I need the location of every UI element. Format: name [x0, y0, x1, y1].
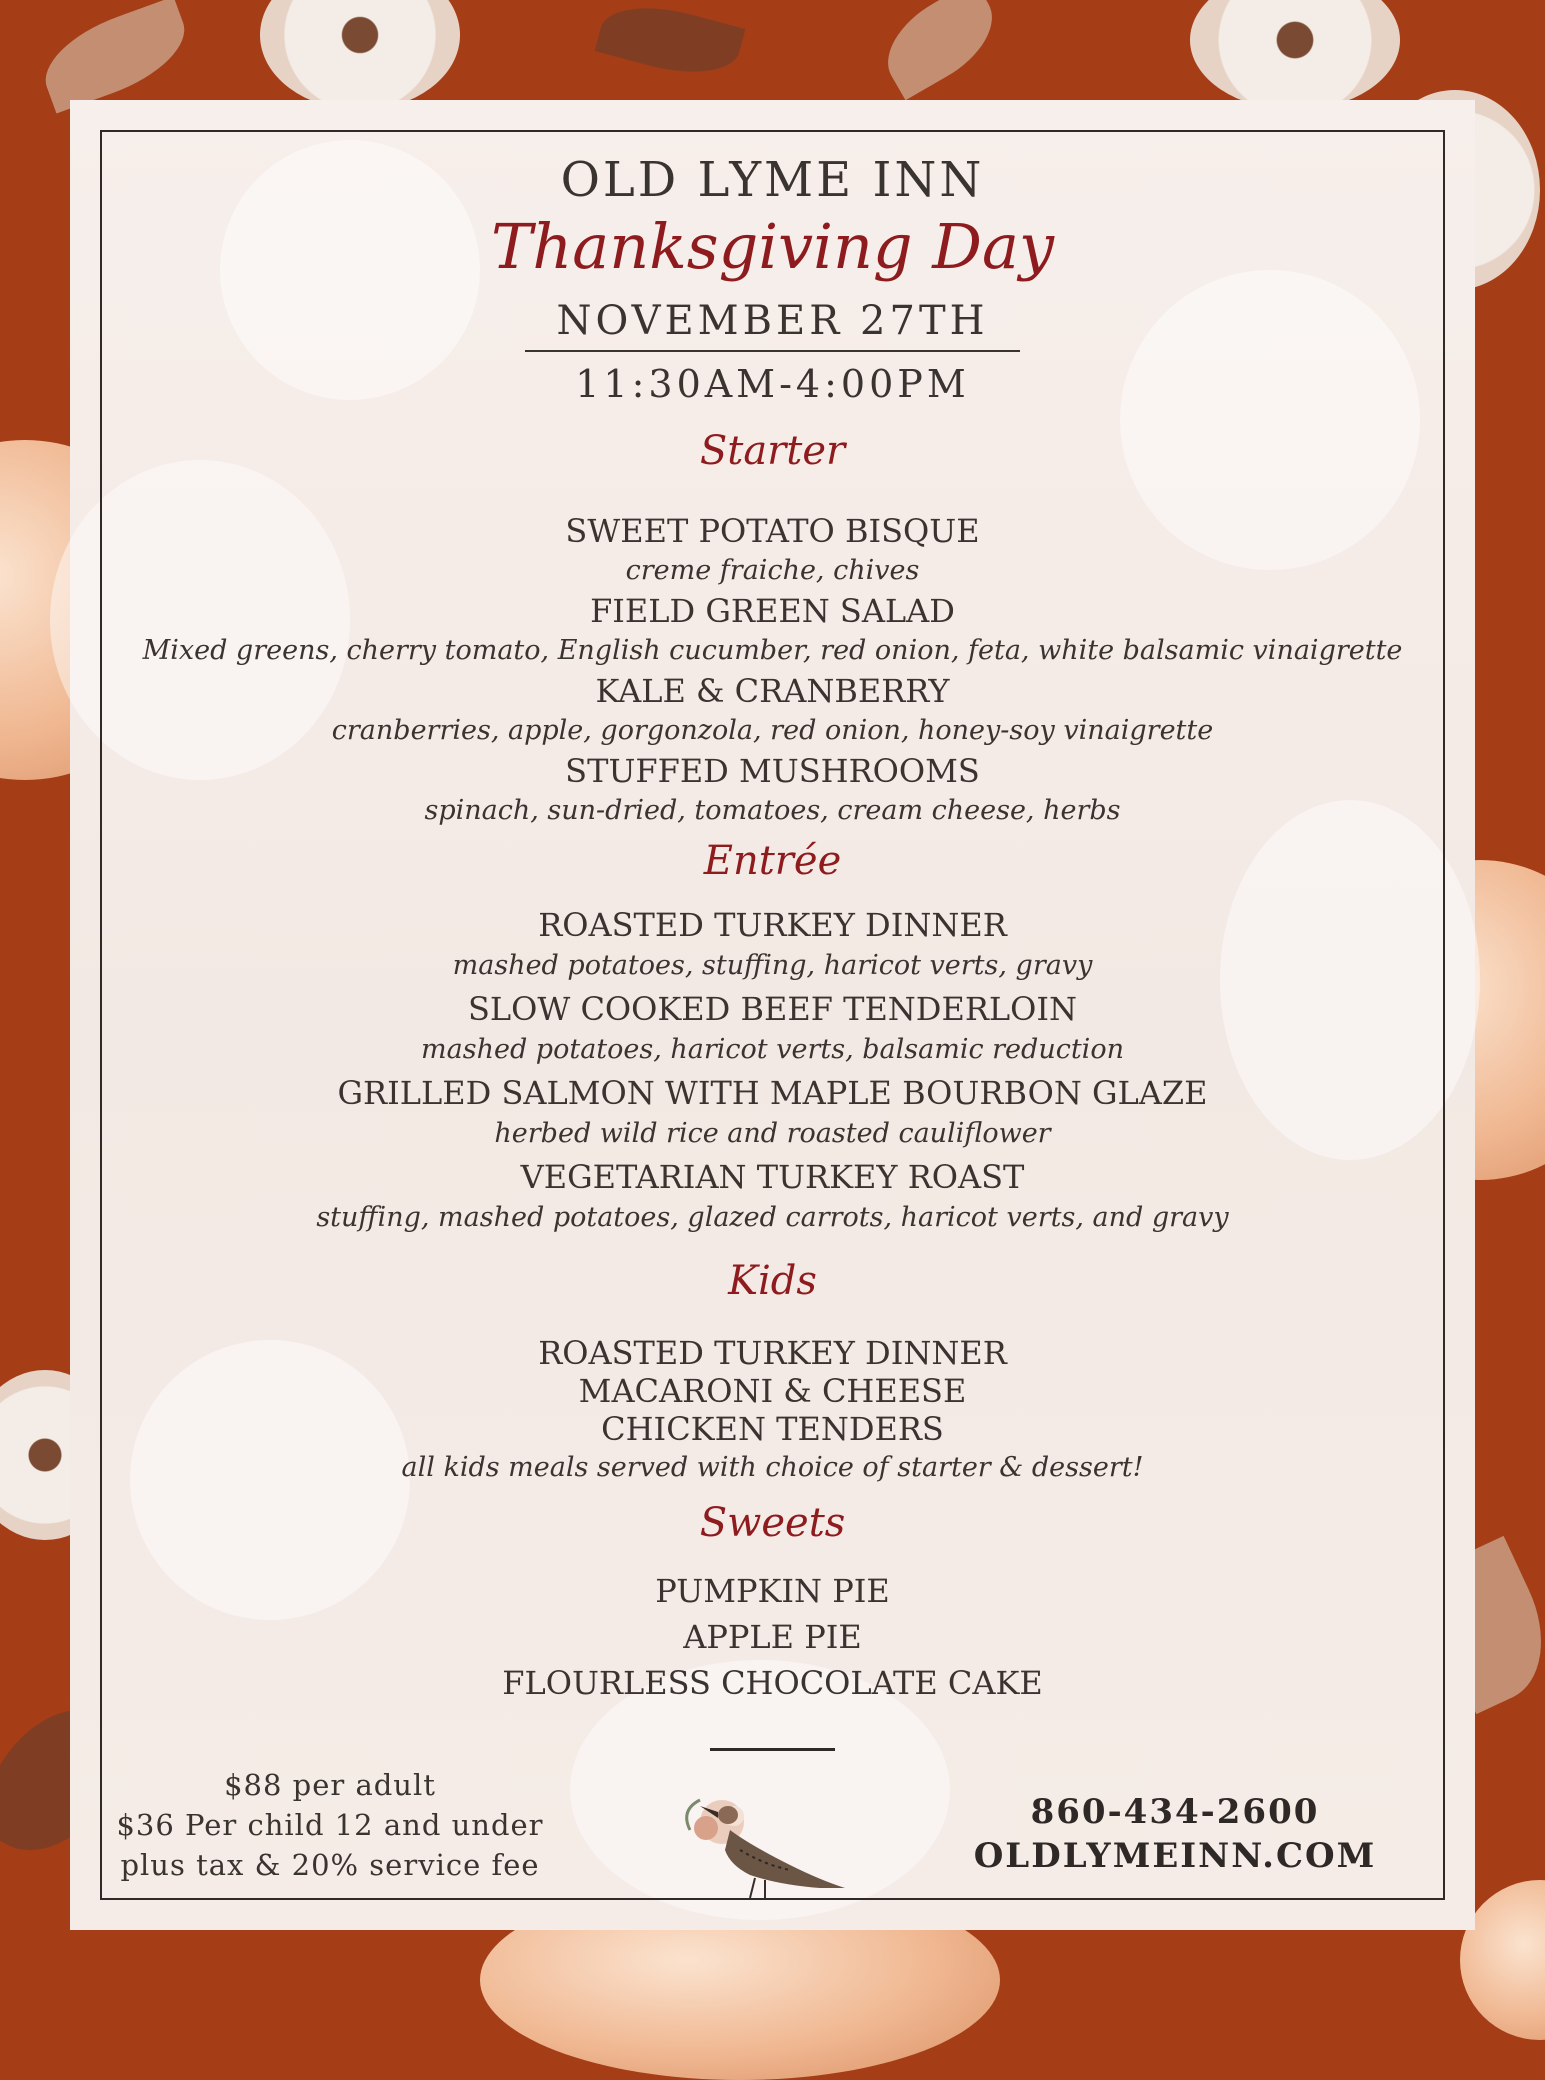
menu-item: GRILLED SALMON WITH MAPLE BOURBON GLAZE: [337, 1074, 1208, 1112]
menu-item-description: stuffing, mashed potatoes, glazed carrots, haricot verts, and gravy: [316, 1202, 1229, 1233]
menu-item-description: herbed wild rice and roasted cauliflower: [494, 1118, 1051, 1149]
kids-note: all kids meals served with choice of starter & dessert!: [401, 1452, 1144, 1483]
section-title-starter: Starter: [699, 428, 846, 474]
flower-decoration: [1190, 0, 1400, 110]
flicker-bird-icon: [670, 1770, 870, 1910]
event-date: NOVEMBER 27TH: [525, 298, 1020, 352]
menu-item-description: spinach, sun-dried, tomatoes, cream cheese, herbs: [424, 795, 1121, 826]
menu-item: MACARONI & CHEESE: [578, 1372, 967, 1410]
menu-item: KALE & CRANBERRY: [595, 672, 950, 710]
section-title-sweets: Sweets: [699, 1500, 846, 1546]
section-title-entree: Entrée: [703, 838, 842, 884]
phone-number[interactable]: 860-434-2600: [1030, 1792, 1320, 1832]
menu-item-description: mashed potatoes, stuffing, haricot verts, gravy: [452, 950, 1093, 981]
price-fees: plus tax & 20% service fee: [120, 1848, 540, 1882]
website-link[interactable]: OLDLYMEINN.COM: [973, 1836, 1377, 1876]
menu-item: ROASTED TURKEY DINNER: [538, 1334, 1007, 1372]
menu-item: FLOURLESS CHOCOLATE CAKE: [502, 1664, 1043, 1702]
leaf-decoration: [871, 0, 1010, 100]
menu-item-description: creme fraiche, chives: [625, 555, 920, 586]
divider: [710, 1748, 835, 1751]
price-child: $36 Per child 12 and under: [116, 1808, 544, 1842]
menu-item-description: Mixed greens, cherry tomato, English cucumber, red onion, feta, white balsamic vinaigrette: [142, 635, 1403, 666]
occasion-title: Thanksgiving Day: [491, 210, 1054, 283]
leaf-decoration: [595, 0, 746, 87]
menu-item: PUMPKIN PIE: [655, 1572, 890, 1610]
inn-name: OLD LYME INN: [560, 152, 985, 208]
menu-card: [70, 100, 1475, 1930]
menu-item-description: mashed potatoes, haricot verts, balsamic reduction: [421, 1034, 1124, 1065]
price-adult: $88 per adult: [224, 1768, 436, 1802]
leaf-decoration: [33, 0, 198, 114]
menu-item: SWEET POTATO BISQUE: [565, 512, 980, 550]
menu-item: CHICKEN TENDERS: [601, 1410, 944, 1448]
menu-item: SLOW COOKED BEEF TENDERLOIN: [467, 990, 1078, 1028]
menu-item: APPLE PIE: [683, 1618, 862, 1656]
flower-decoration: [260, 0, 460, 110]
menu-item: STUFFED MUSHROOMS: [565, 752, 980, 790]
menu-item: FIELD GREEN SALAD: [590, 592, 955, 630]
menu-item: VEGETARIAN TURKEY ROAST: [520, 1158, 1025, 1196]
contact-info: [940, 1790, 1410, 1878]
event-hours: 11:30AM-4:00PM: [575, 362, 970, 406]
pricing-info: [110, 1765, 550, 1885]
section-title-kids: Kids: [728, 1258, 817, 1304]
menu-item-description: cranberries, apple, gorgonzola, red onion, honey-soy vinaigrette: [331, 715, 1214, 746]
menu-item: ROASTED TURKEY DINNER: [538, 906, 1007, 944]
